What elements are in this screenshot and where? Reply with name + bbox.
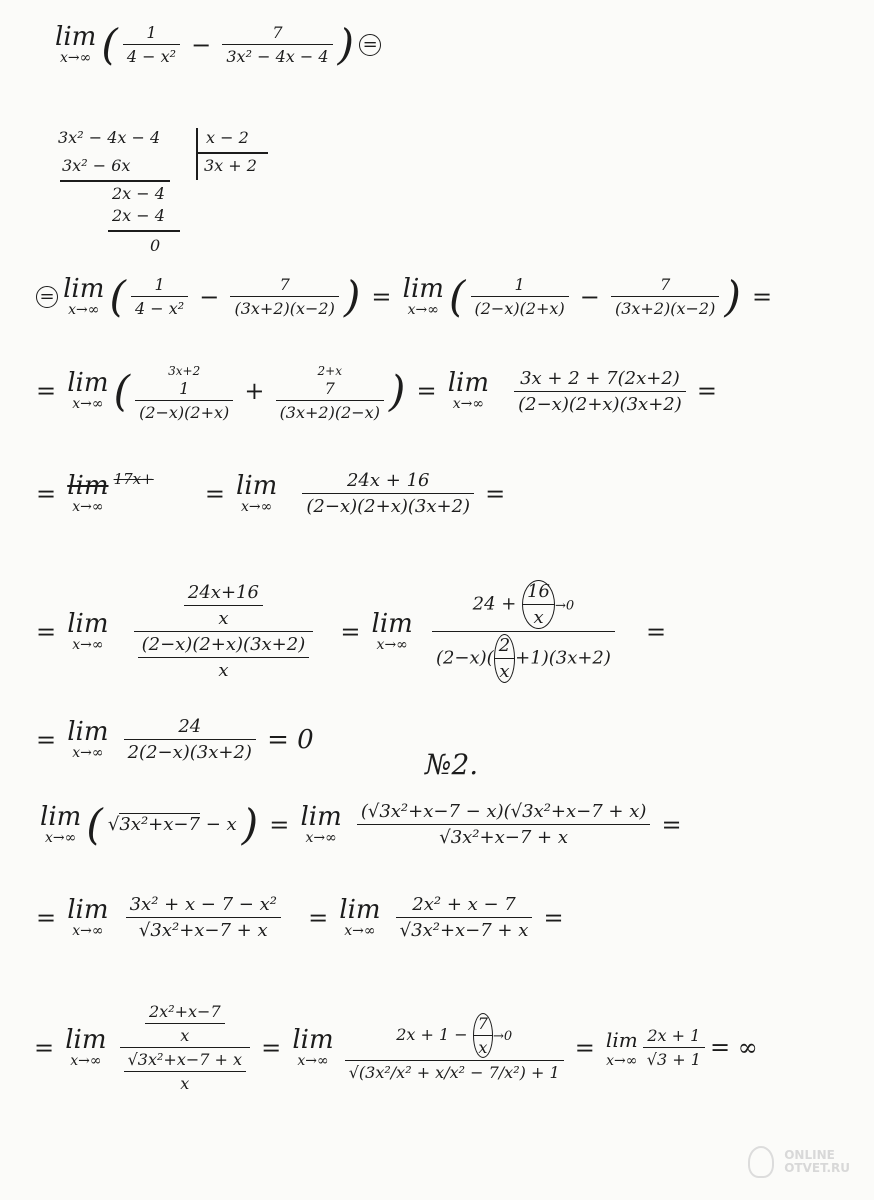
fraction: $\frac{\frac{24x+16}{x}}{\frac{(2-x)(2+x)(3x+2)}{x}}$ (134, 582, 314, 681)
division-row: 3x² − 6x (62, 156, 131, 175)
expr-line-1 (55, 20, 381, 69)
limit-symbol: lim x→∞ (292, 1024, 334, 1069)
fraction: $\frac{24}{2(2-x)(3x+2)}$ (124, 716, 256, 763)
division-row: 2x − 4 (112, 206, 165, 225)
limit-symbol: lim x→∞ (40, 801, 82, 846)
fraction: $\frac{\text{3x² + x − 7 − x²}}{\text{√3x²+x−7 + x}}$ (126, 894, 281, 941)
division-row: 2x − 4 (112, 184, 165, 203)
limit-symbol: lim x→∞ (339, 894, 381, 939)
limit-symbol: lim x→∞ (67, 894, 109, 939)
struck-limit: lim x→∞ (67, 470, 109, 515)
minus-sign: − (191, 30, 212, 59)
division-divisor: x − 2 (206, 128, 249, 147)
fraction: $\frac{24x + 16}{(2-x)(2+x)(3x+2)}$ (302, 470, 474, 517)
fraction: $\frac{7}{\text{3x² − 4x − 4}}$ (222, 23, 332, 66)
limit-symbol: lim x→∞ (371, 608, 413, 653)
division-rule (108, 230, 180, 232)
fraction: $\frac{3x + 2 + 7(2x+2)}{(2-x)(2+x)(3x+2)}$ (514, 368, 686, 415)
result-infinity: = ∞ (710, 1033, 758, 1062)
fraction: $\frac{\text{(√3x²+x−7 − x)(√3x²+x−7 + x)}}{\text{√3x²+x−7 + x}}$ (357, 801, 651, 848)
limit-symbol: lim x→∞ (67, 608, 109, 653)
fraction: $\frac{7}{(3x+2)(x-2)}$ (611, 275, 719, 318)
fraction: 2+x 7 (3x+2)(2−x) (276, 360, 384, 422)
division-quotient: 3x + 2 (204, 156, 257, 175)
fraction: $\frac{\frac{\text{2x²+x−7}}{x}}{\frac{\text{√3x²+x−7 + x}}{x}}$ (120, 1002, 250, 1093)
result-zero: = 0 (267, 724, 314, 755)
circled-term: $\frac{7}{x}$ (473, 1013, 493, 1058)
struck-note: 17x+ (113, 470, 154, 488)
fraction: $\frac{1}{(2-x)(2+x)}$ (471, 275, 569, 318)
section-number: №2. (425, 748, 479, 781)
watermark-logo: ONLINE OTVET.RU (748, 1146, 850, 1178)
lightbulb-icon (748, 1146, 774, 1178)
limit-symbol: lim x→∞ (605, 1027, 638, 1069)
division-vertical-line (196, 128, 198, 180)
expr-line-3: = lim x→∞ ( 3x+2 1 (2−x)(2+x) + 2+x 7 (3x+2)(2−x) ) = lim x→∞ $\frac{3x + 2 + 7(2x+2)}{(2-x)(2+x)(3x+2)}$ = (30, 360, 723, 422)
circled-equals: = (359, 34, 381, 56)
fraction: $\frac{1}{\text{4 − x²}}$ (123, 23, 180, 66)
expr-line-7: lim x→∞ ( √3x²+x−7 − x ) = lim x→∞ $\frac{\text{(√3x²+x−7 − x)(√3x²+x−7 + x)}}{\text{√3x²+x−7 + x}}$ = (40, 800, 682, 849)
fraction: $\frac{7}{(3x+2)(x-2)}$ (230, 275, 338, 318)
expr-line-8: = lim x→∞ $\frac{\text{3x² + x − 7 − x²}}{\text{√3x²+x−7 + x}}$ = lim x→∞ $\frac{\text{2x² + x − 7}}{\text{√3x²+x−7 + x}}$ = (36, 894, 564, 941)
limit-symbol: lim x→∞ (63, 273, 105, 318)
limit-symbol: lim x→∞ (55, 21, 97, 66)
division-remainder: 0 (150, 236, 161, 255)
fraction: 3x+2 1 (2−x)(2+x) (135, 360, 233, 422)
fraction: 24 + $\frac{16}{x}$ →0 (2−x)( $\frac{2}{x}$ +1)(3x+2) (432, 580, 615, 683)
paren-close: ) (337, 20, 355, 69)
circled-term: $\frac{2}{x}$ (494, 634, 515, 683)
paren-open: ( (101, 20, 118, 69)
limit-symbol: lim x→∞ (236, 470, 278, 515)
limit-symbol: lim x→∞ (300, 801, 342, 846)
circled-term: $\frac{16}{x}$ (522, 580, 555, 629)
limit-symbol: lim x→∞ (65, 1024, 107, 1069)
expr-line-6: = lim x→∞ $\frac{24}{2(2-x)(3x+2)}$ = 0 (30, 716, 320, 763)
limit-symbol: lim x→∞ (67, 716, 109, 761)
circled-equals: = (36, 286, 58, 308)
fraction: 2x + 1 − $\frac{7}{x}$ →0 √(3x²/x² + x/x² − 7/x²) + 1 (345, 1013, 564, 1082)
fraction: $\frac{2x + 1}{√3 + 1}$ (643, 1026, 705, 1069)
division-rule (60, 180, 170, 182)
expr-line-5: = lim x→∞ $\frac{\frac{24x+16}{x}}{\frac{(2-x)(2+x)(3x+2)}{x}}$ = lim x→∞ 24 + $\frac{16}{x}$ →0 (2−x)( $\frac{2}{x}$ +1)(3x+2) = (36, 581, 667, 682)
fraction: $\frac{1}{\text{4 − x²}}$ (131, 275, 188, 318)
division-dividend: 3x² − 4x − 4 (58, 128, 161, 147)
expr-line-2: = lim x→∞ ( $\frac{1}{\text{4 − x²}}$ − $\frac{7}{(3x+2)(x-2)}$ ) = lim x→∞ ( $\frac{1}{(2-x)(2+x)}$ − $\frac{7}{(3x+2)(x-2)}$ ) = (36, 272, 778, 321)
limit-symbol: lim x→∞ (402, 273, 444, 318)
limit-symbol: lim x→∞ (447, 368, 490, 412)
fraction: $\frac{\text{2x² + x − 7}}{\text{√3x²+x−7 + x}}$ (396, 894, 533, 941)
division-divisor-line (198, 152, 268, 154)
limit-symbol: lim x→∞ (67, 368, 109, 412)
expr-line-4: = lim x→∞ 17x+ = lim x→∞ $\frac{24x + 16}{(2-x)(2+x)(3x+2)}$ = (36, 470, 506, 517)
expr-line-9: = lim x→∞ $\frac{\frac{\text{2x²+x−7}}{x}}{\frac{\text{√3x²+x−7 + x}}{x}}$ = lim x→∞ 2x + 1 − $\frac{7}{x}$ →0 √(3x²/x² + x/x² − 7/x²) + 1 = lim x→∞ $\frac{2x + 1}{√3 + 1}$ = ∞ (34, 1002, 758, 1093)
